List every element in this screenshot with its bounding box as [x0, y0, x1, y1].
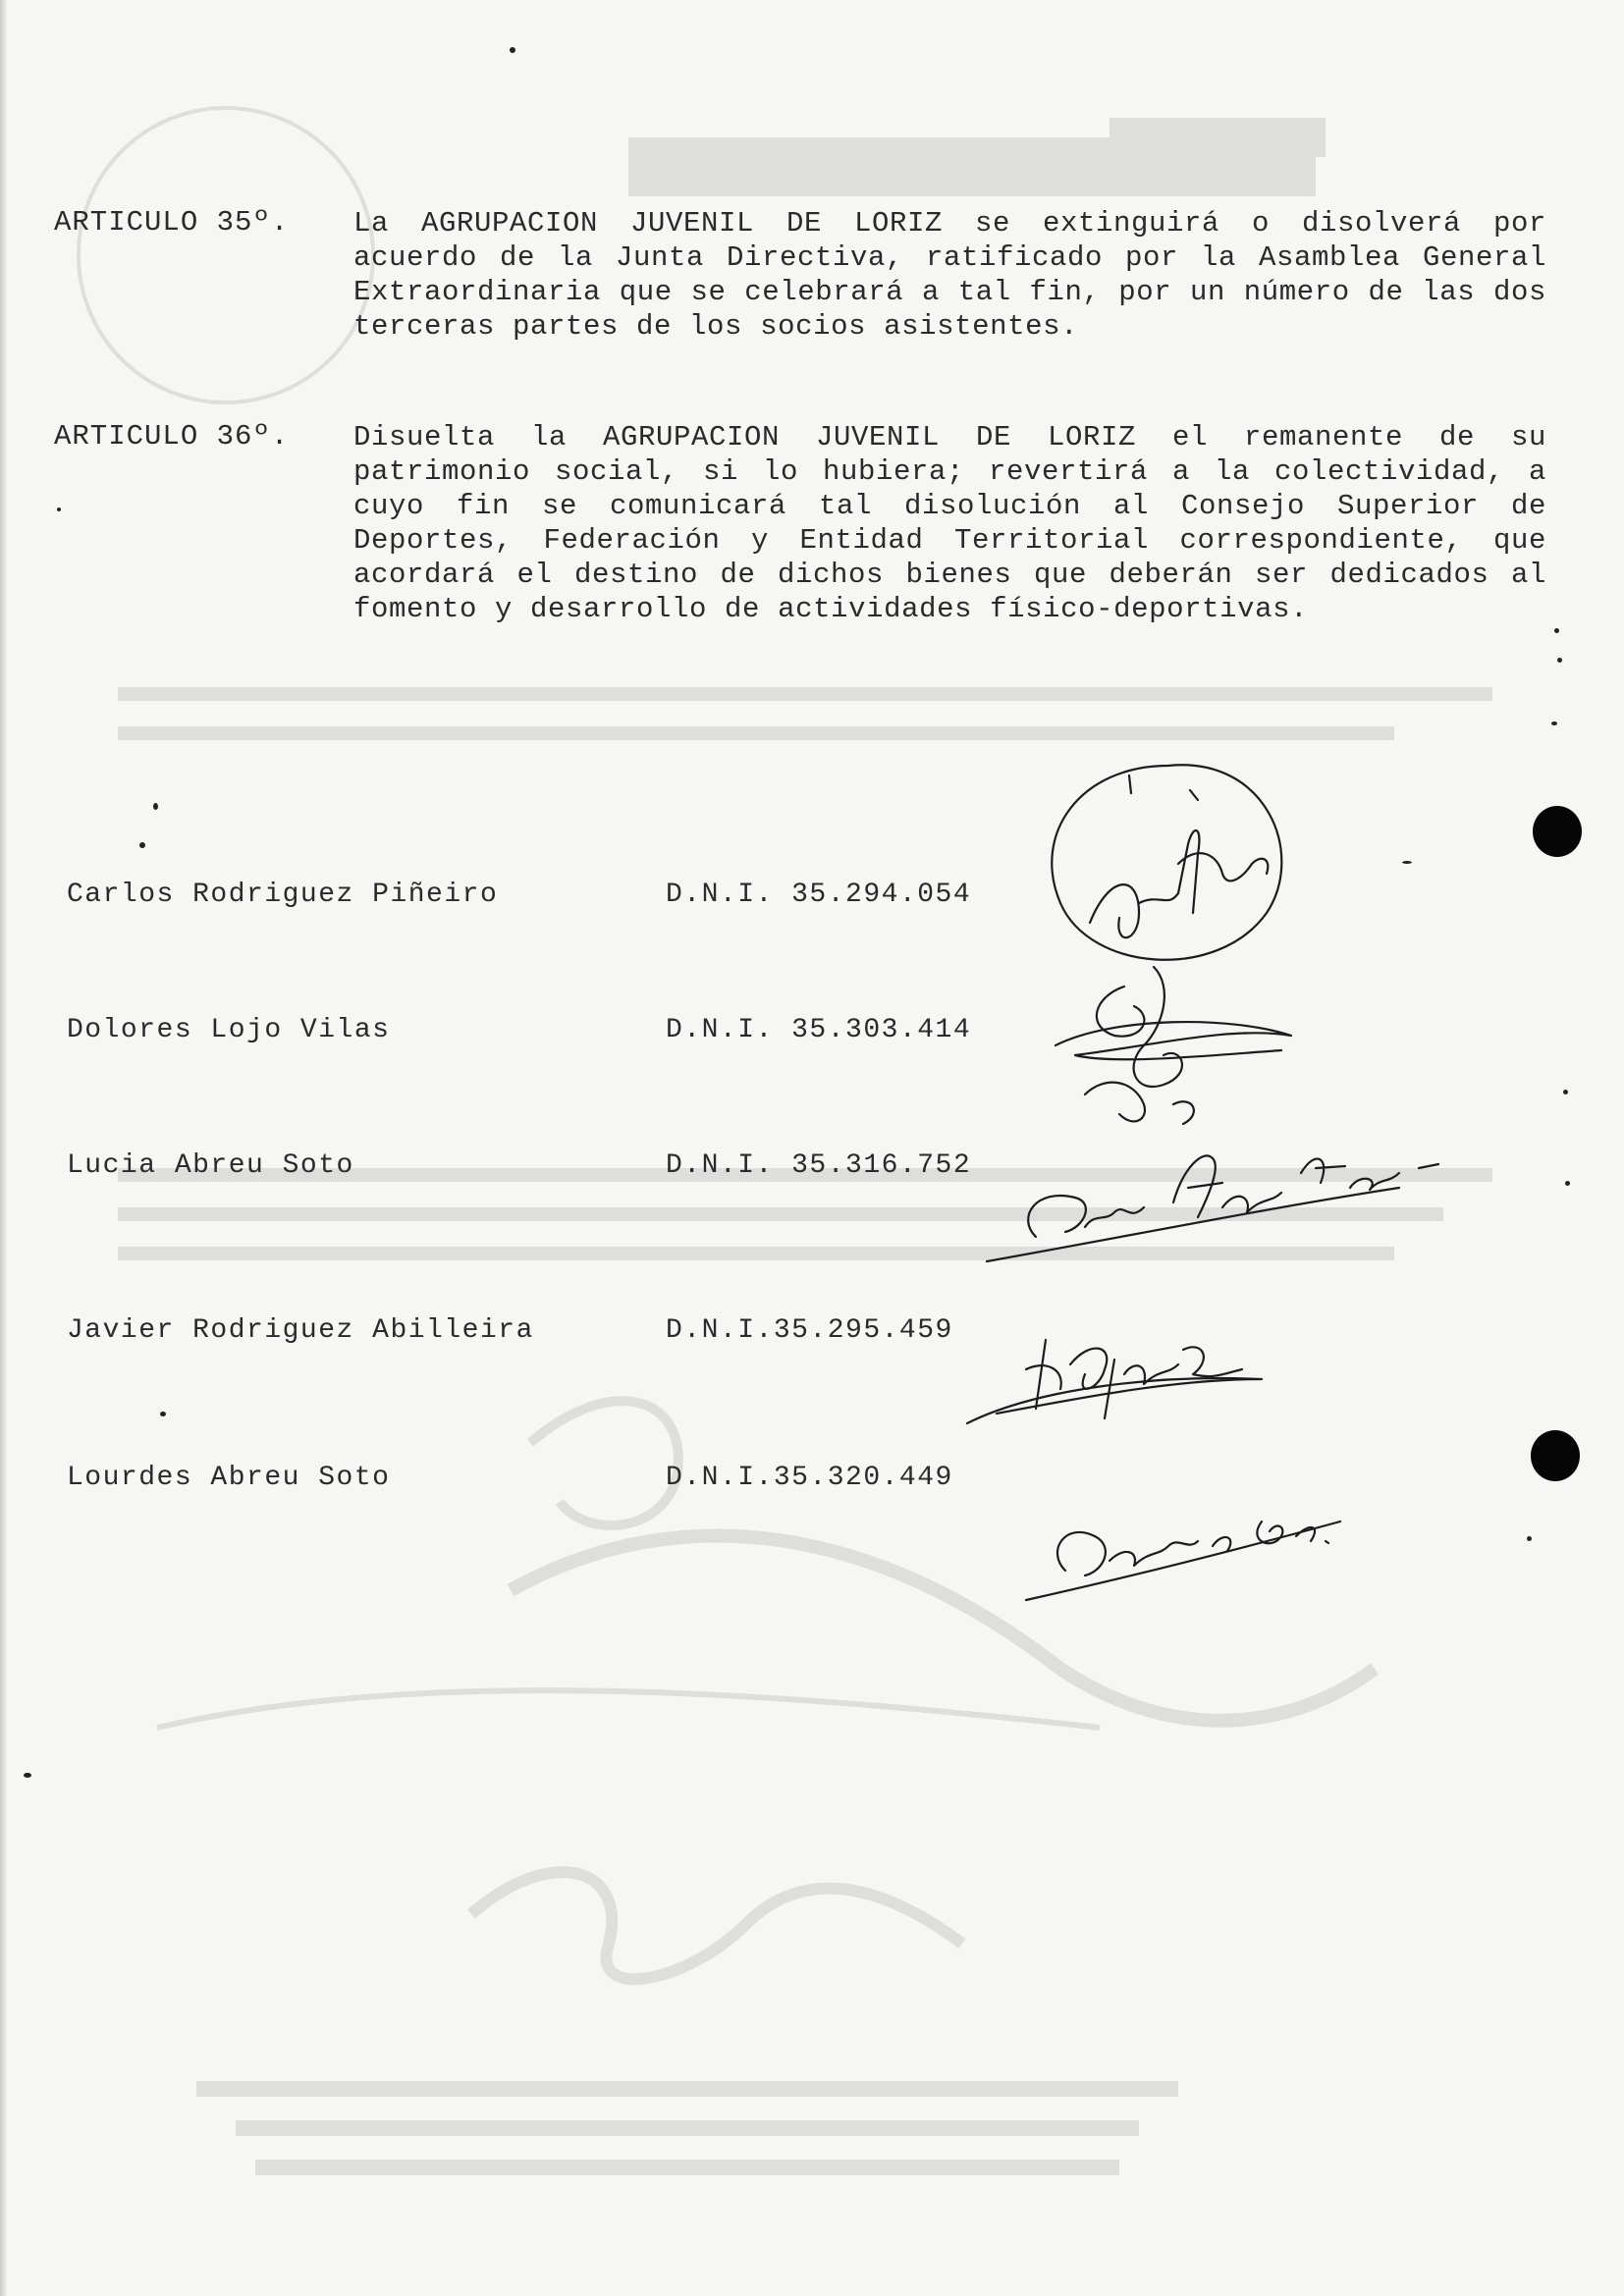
signer-dni: D.N.I. 35.316.752 — [666, 1150, 972, 1181]
signature-javier-rodriguez — [957, 1320, 1272, 1438]
signature-lourdes-abreu — [1016, 1492, 1350, 1610]
signer-dni: D.N.I. 35.303.414 — [666, 1015, 972, 1045]
ink-speck — [1563, 1090, 1568, 1095]
signer-dni: D.N.I. 35.294.054 — [666, 880, 972, 910]
signer-name: Javier Rodriguez Abilleira — [67, 1315, 534, 1346]
signature-dolores-lojo — [1036, 957, 1311, 1153]
signer-name: Lucia Abreu Soto — [67, 1150, 354, 1181]
ink-speck — [160, 1412, 166, 1416]
signature-carlos-rodriguez — [1021, 746, 1316, 1001]
punch-hole-icon — [1531, 1430, 1580, 1481]
ink-speck — [57, 507, 61, 511]
ink-speck — [153, 803, 158, 810]
signature-lucia-abreu — [977, 1129, 1458, 1276]
signer-dni: D.N.I.35.295.459 — [666, 1315, 953, 1346]
article-label: ARTICULO 36º. — [54, 420, 290, 453]
ink-speck — [510, 47, 515, 53]
article-text: Disuelta la AGRUPACION JUVENIL DE LORIZ el remanente de su patrimonio social, si lo hubiera; revertirá a la colectividad, a cuyo fin se comunicará tal disolución al Consejo Superior de Deportes, Federación y Entidad Territorial correspondiente, que acordará el destino de dichos bienes que deberán ser dedicados al fomento y desarrollo de actividades físico-deportivas. — [353, 421, 1546, 625]
ink-speck — [1565, 1181, 1570, 1186]
signer-dni: D.N.I.35.320.449 — [666, 1463, 953, 1493]
ink-speck — [24, 1773, 31, 1778]
article-label: ARTICULO 35º. — [54, 206, 290, 239]
ink-speck — [1557, 658, 1562, 663]
signer-name: Lourdes Abreu Soto — [67, 1463, 391, 1493]
ink-speck — [1527, 1536, 1532, 1541]
ink-speck — [139, 842, 145, 848]
punch-hole-icon — [1533, 806, 1582, 857]
ink-speck — [1554, 628, 1559, 633]
signer-name: Dolores Lojo Vilas — [67, 1015, 391, 1045]
page-edge-shadow — [0, 0, 8, 2296]
ink-speck — [1402, 861, 1412, 864]
article-text: La AGRUPACION JUVENIL DE LORIZ se extinguirá o disolverá por acuerdo de la Junta Directiva, ratificado por la Asamblea General Extraordinaria que se celebrará a tal fin, por un número de las dos terceras partes de los socios asistentes. — [353, 207, 1546, 343]
signer-name: Carlos Rodriguez Piñeiro — [67, 880, 499, 910]
ink-speck — [1551, 721, 1557, 725]
